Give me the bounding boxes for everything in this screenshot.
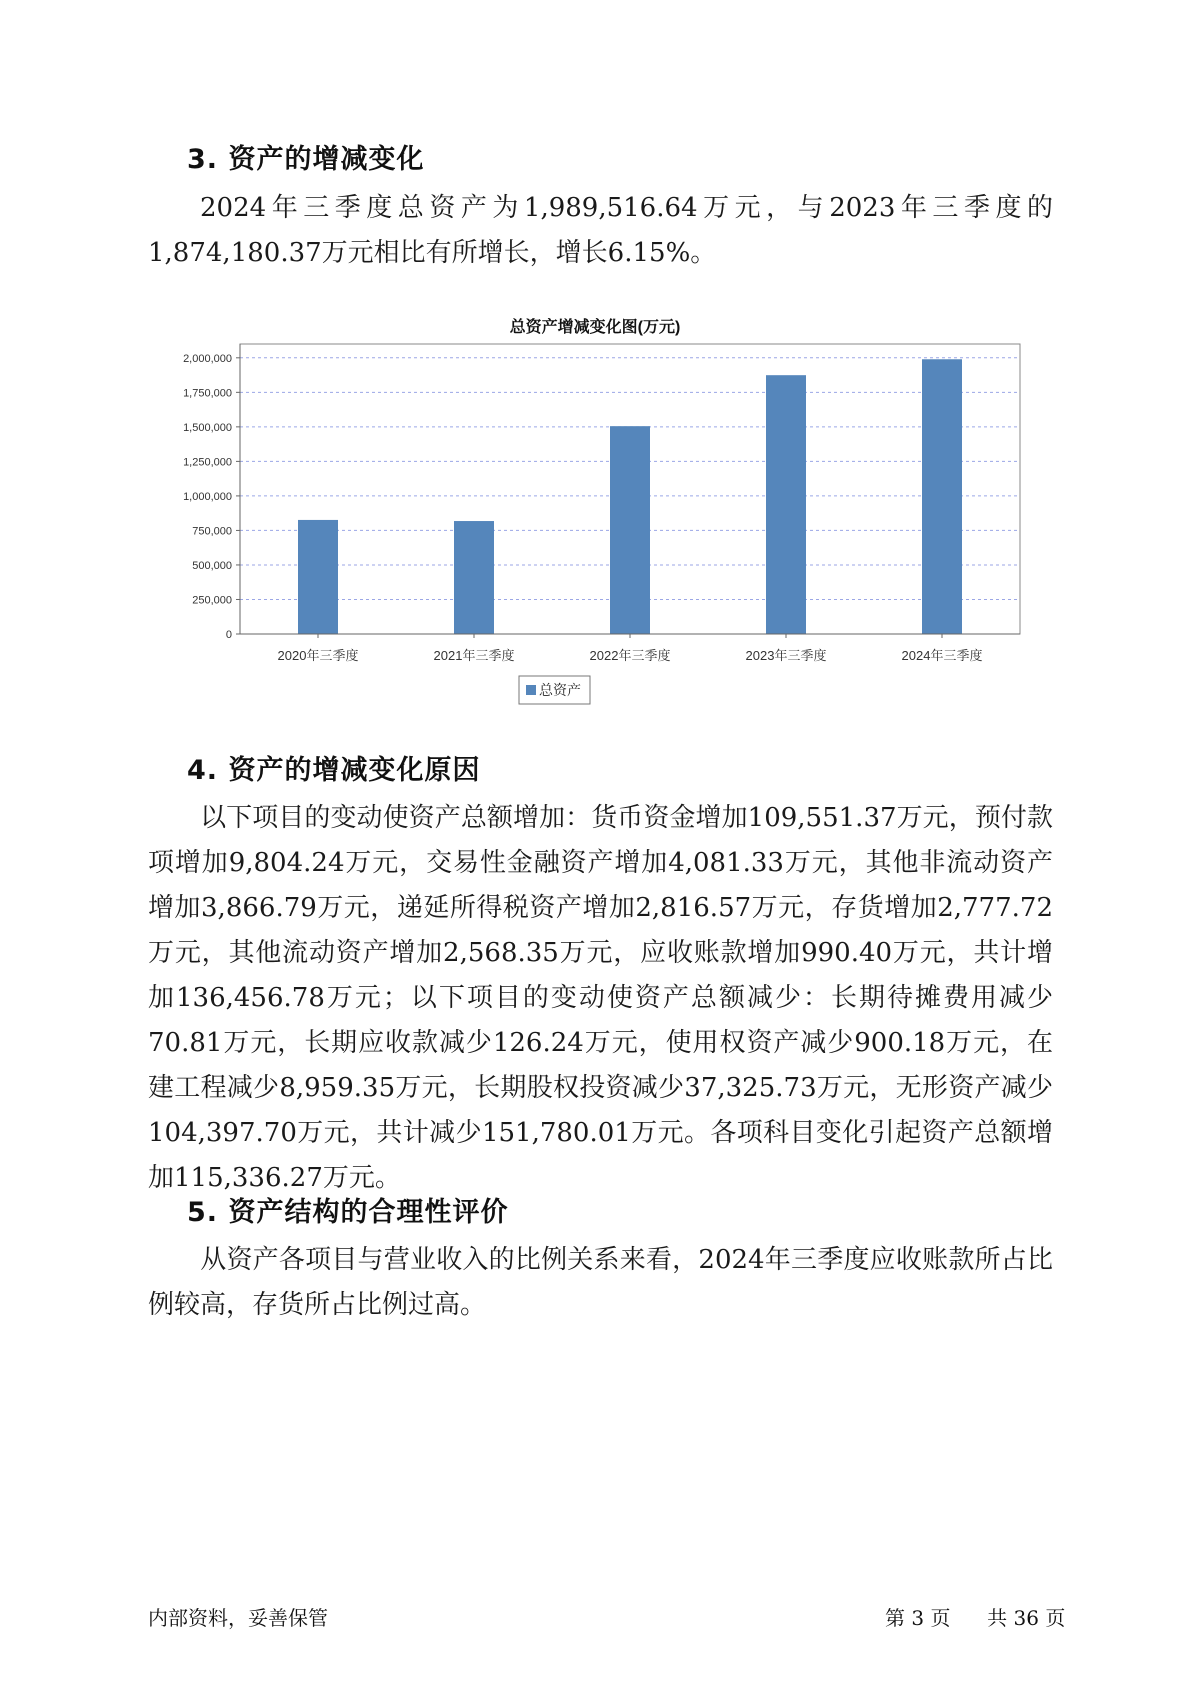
x-tick-label: 2021年三季度: [433, 648, 515, 663]
y-tick-label: 750,000: [192, 525, 232, 538]
section-5-text: 从资产各项目与营业收入的比例关系来看，2024年三季度应收账款所占比例较高，存货所占比例过高。: [148, 1245, 1053, 1320]
x-tick-label: 2023年三季度: [745, 648, 827, 663]
legend-label: 总资产: [539, 682, 581, 698]
section-5-heading: 5. 资产结构的合理性评价: [187, 1197, 509, 1228]
x-tick-label: 2020年三季度: [277, 648, 359, 663]
y-tick-label: 1,500,000: [183, 421, 232, 434]
section-3-heading: 3. 资产的增减变化: [187, 144, 425, 175]
y-tick-label: 1,750,000: [183, 387, 232, 400]
y-tick-label: 1,000,000: [183, 490, 232, 503]
y-tick-label: 500,000: [192, 559, 232, 572]
section-3-text: 2024年三季度总资产为1,989,516.64万元，与2023年三季度的1,874,180.37万元相比有所增长，增长6.15%。: [148, 193, 1053, 268]
y-tick-label: 250,000: [192, 594, 232, 607]
total-assets-chart: [145, 318, 1045, 778]
bar: [454, 521, 494, 634]
bar: [922, 359, 962, 634]
footer-page-info: [885, 1602, 1065, 1631]
y-tick-label: 1,250,000: [183, 456, 232, 469]
chart-svg: [145, 318, 1045, 778]
legend-swatch: [526, 685, 536, 695]
bar: [610, 426, 650, 634]
section-4-text: 以下项目的变动使资产总额增加：货币资金增加109,551.37万元，预付款项增加9,804.24万元，交易性金融资产增加4,081.33万元，其他非流动资产增加3,866.79万元，递延所得税资产增加2,816.57万元，存货增加2,777.72万元，其他流动资产增加2,568.35万元，应收账款增加990.40万元，共计增加136,456.78万元；以下项目的变动使资产总额减少：长期待摊费用减少70.81万元，长期应收款减少126.24万元，使用权资产减少900.18万元，在建工程减少8,959.35万元，长期股权投资减少37,325.73万元，无形资产减少104,397.70万元，共计减少151,780.01万元。各项科目变化引起资产总额增加115,336.27万元。: [148, 803, 1053, 1193]
page-total: 共 36 页: [987, 1606, 1066, 1630]
bar: [298, 520, 338, 634]
section-4-paragraph: [148, 796, 1053, 1201]
y-tick-label: 2,000,000: [183, 352, 232, 365]
section-3-paragraph: [148, 186, 1053, 276]
footer-note: 内部资料，妥善保管: [148, 1606, 328, 1630]
x-tick-label: 2024年三季度: [901, 648, 983, 663]
bar: [766, 375, 806, 634]
section-5-paragraph: [148, 1238, 1053, 1328]
x-tick-label: 2022年三季度: [589, 648, 671, 663]
chart-title: 总资产增减变化图(万元): [509, 319, 681, 337]
y-tick-label: 0: [225, 629, 232, 641]
section-4-heading: 4. 资产的增减变化原因: [187, 755, 481, 786]
page-number: 第 3 页: [885, 1606, 951, 1630]
